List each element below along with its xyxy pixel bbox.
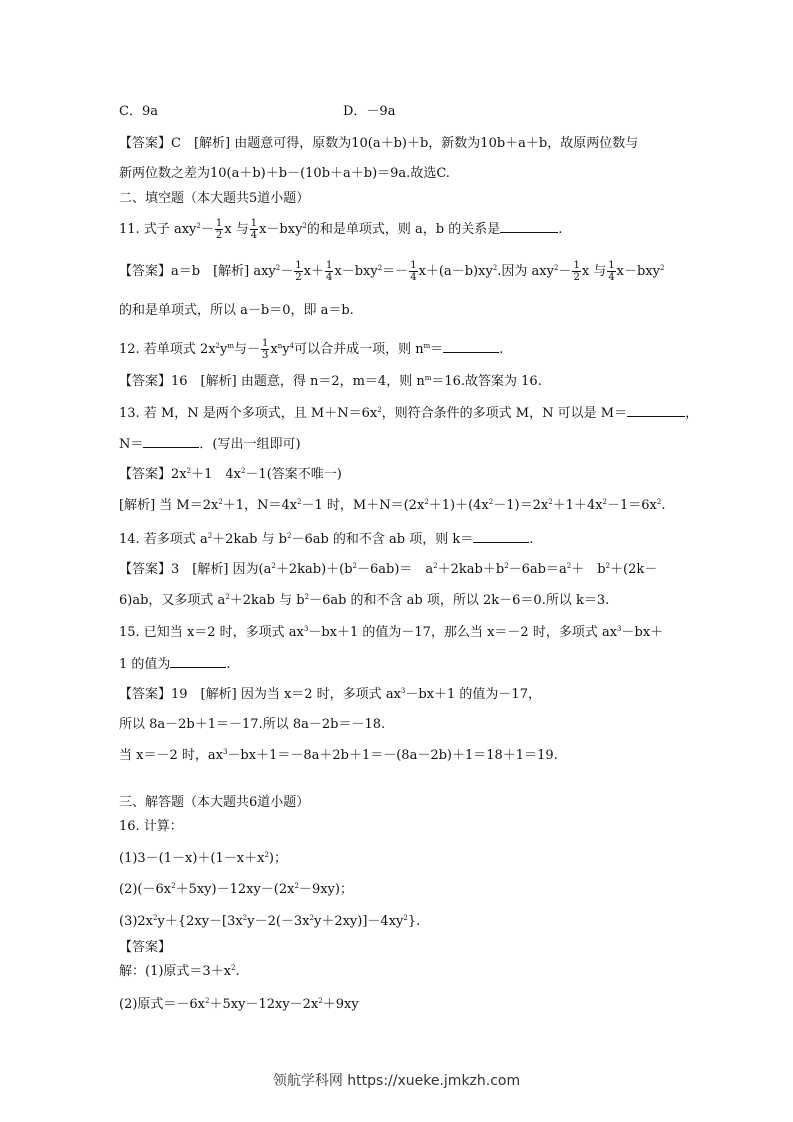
superscript: 2 xyxy=(660,264,665,272)
fraction xyxy=(250,218,258,241)
text: －6ab)＝ a xyxy=(357,562,434,577)
fraction-numerator: 1 xyxy=(608,260,615,271)
superscript: 2 xyxy=(297,498,302,506)
page-footer-link: 领航学科网 https://xueke.jmkzh.com xyxy=(272,1073,521,1089)
q12-answer xyxy=(119,373,542,391)
text: －6ab 的和不含 ab 项，所以 2k－6＝0.所以 k＝3. xyxy=(309,593,610,608)
superscript: 2 xyxy=(566,562,572,570)
text: x＋(a－b)xy xyxy=(418,264,493,279)
section2-title: 二、填空题（本大题共5道小题） xyxy=(119,191,310,206)
question-16-title: 16. 计算： xyxy=(119,819,183,834)
text: －1＝6x xyxy=(607,498,657,513)
superscript: 2 xyxy=(309,914,314,922)
text: . xyxy=(529,532,534,547)
superscript: 2 xyxy=(377,264,383,272)
text: x 与 xyxy=(581,264,607,279)
question-14 xyxy=(119,530,533,549)
text: . xyxy=(226,657,231,672)
fraction-denominator: 4 xyxy=(325,272,333,283)
text: . xyxy=(499,342,504,357)
text: 解：(1)原式＝3＋x xyxy=(119,964,232,979)
text: 14. 若多项式 a xyxy=(119,532,208,547)
text: 当 x＝－2 时，ax xyxy=(119,748,223,763)
text: － xyxy=(200,222,214,237)
superscript: 2 xyxy=(602,498,608,506)
text: x－bxy xyxy=(616,264,661,279)
superscript: 2 xyxy=(186,467,192,475)
text: 1 的值为 xyxy=(119,657,171,672)
superscript: 2 xyxy=(504,562,509,570)
text: 的和是单项式，则 a，b 的关系是 xyxy=(306,222,501,237)
text: x＋ xyxy=(303,264,324,279)
text: ，则符合条件的多项式 M，N 可以是 M＝ xyxy=(381,406,628,421)
text: －bx＋1 的值为－17，那么当 x＝－2 时，多项式 ax xyxy=(308,625,618,640)
q10-answer-line2: 新两位数之差为10(a＋b)＋b－(10b＋a＋b)＝9a.故选C. xyxy=(119,166,450,181)
text: ＋2kab)＋(b xyxy=(275,562,353,577)
text: 【答案】3 [解析] 因为(a xyxy=(119,562,272,577)
text: y＋{2xy－[3x xyxy=(157,914,243,929)
fraction-numerator: 1 xyxy=(295,260,302,271)
fraction-numerator: 1 xyxy=(262,338,269,349)
option-c: C．9a xyxy=(119,104,158,119)
superscript: 2 xyxy=(304,593,310,601)
superscript: 2 xyxy=(403,914,408,922)
superscript: 3 xyxy=(400,687,406,695)
superscript: 2 xyxy=(433,562,438,570)
text: ＋1 4x xyxy=(191,467,241,482)
superscript: 3 xyxy=(303,625,309,633)
question-16-item-2 xyxy=(119,881,353,899)
q16-answer-line2 xyxy=(119,996,359,1014)
text: )； xyxy=(268,851,287,866)
text: [解析] 当 M＝2x xyxy=(119,498,219,513)
text: ＋(2k－ xyxy=(610,562,658,577)
fraction-numerator: 1 xyxy=(325,260,333,271)
text: (2)原式＝－6x xyxy=(119,997,206,1012)
text: － xyxy=(280,264,294,279)
text: (1)3－(1－x)＋(1－x＋x xyxy=(119,851,265,866)
fraction-numerator: 1 xyxy=(215,218,223,229)
superscript: 2 xyxy=(242,914,248,922)
superscript: 2 xyxy=(302,222,307,230)
superscript: 4 xyxy=(289,342,295,350)
text: y－2(－3x xyxy=(247,914,310,929)
text: y xyxy=(282,342,290,357)
answer-blank-m xyxy=(627,404,685,417)
options-row xyxy=(119,103,396,121)
text: － xyxy=(558,264,572,279)
text: 【答案】2x xyxy=(119,467,187,482)
text: ＋2kab 与 b xyxy=(229,593,305,608)
fraction-denominator: 4 xyxy=(608,272,615,283)
text: ＋1＋4x xyxy=(552,498,603,513)
superscript: 2 xyxy=(553,264,559,272)
text: ＋1，N＝4x xyxy=(222,498,298,513)
fraction-denominator: 2 xyxy=(573,272,580,283)
superscript: 2 xyxy=(488,498,494,506)
text: (2)(－6x xyxy=(119,882,172,897)
q16-answer-line1 xyxy=(119,963,240,981)
text: ＋1)＋(4x xyxy=(428,498,489,513)
q10-answer-line1: 【答案】C [解析] 由题意可得，原数为10(a＋b)＋b，新数为10b＋a＋b，故原两位数与 xyxy=(119,136,639,151)
fraction xyxy=(572,260,580,283)
text: ＝16.故答案为 16. xyxy=(431,374,542,389)
text: ， xyxy=(685,406,699,421)
text: . xyxy=(235,964,240,979)
fraction xyxy=(325,260,333,283)
text: 6)ab，又多项式 a xyxy=(119,593,226,608)
superscript: 2 xyxy=(225,593,230,601)
q13-answer-line2 xyxy=(119,497,666,515)
superscript: 2 xyxy=(377,406,382,414)
text: ＋9xy xyxy=(322,997,359,1012)
superscript: 2 xyxy=(207,532,213,540)
fraction xyxy=(294,260,302,283)
superscript: 3 xyxy=(222,748,228,756)
question-15-line1 xyxy=(119,624,663,642)
superscript: 2 xyxy=(548,498,553,506)
text: 可以合并成一项，则 n xyxy=(294,342,424,357)
q11-answer-line1 xyxy=(119,260,664,283)
answer-blank xyxy=(473,530,529,543)
answer-blank xyxy=(170,655,226,668)
superscript: 2 xyxy=(205,997,210,1005)
text: y＋2xy)]－4xy xyxy=(313,914,404,929)
fraction xyxy=(261,338,269,361)
text: 【答案】19 [解析] 因为当 x＝2 时，多项式 ax xyxy=(119,687,401,702)
section3-title: 三、解答题（本大题共6道小题） xyxy=(119,795,310,810)
question-15-line2 xyxy=(119,655,231,674)
q15-answer-line1 xyxy=(119,686,541,704)
answer-blank xyxy=(443,340,499,353)
superscript: 2 xyxy=(424,498,429,506)
text: －bx＋ xyxy=(621,625,664,640)
q15-answer-line2: 所以 8a－2b＋1＝－17.所以 8a－2b＝－18. xyxy=(119,717,386,732)
text: 11. 式子 axy xyxy=(119,222,197,237)
text: N＝ xyxy=(119,437,144,452)
text: (3)2x xyxy=(119,914,154,929)
text: ．(写出一组即可) xyxy=(199,437,301,452)
superscript: 2 xyxy=(492,264,498,272)
text: x 与 xyxy=(224,222,249,237)
text: ＋5xy－12xy－2x xyxy=(209,997,319,1012)
q13-answer-line1 xyxy=(119,466,342,484)
text: ＋ b xyxy=(571,562,606,577)
q14-answer-line1 xyxy=(119,561,657,579)
superscript: m xyxy=(424,374,432,382)
text: －6ab＝a xyxy=(508,562,567,577)
superscript: 2 xyxy=(171,882,176,890)
text: 与－ xyxy=(234,342,261,357)
q11-answer-line2: 的和是单项式，所以 a－b＝0，即 a＝b. xyxy=(119,303,354,318)
fraction-numerator: 1 xyxy=(573,260,580,271)
text: . xyxy=(661,498,666,513)
text: －1 时，M＋N＝(2x xyxy=(301,498,425,513)
text: x xyxy=(270,342,278,357)
text: ＋2kab 与 b xyxy=(212,532,287,547)
fraction-numerator: 1 xyxy=(410,260,417,271)
text: －1(答案不唯一) xyxy=(245,467,342,482)
superscript: 2 xyxy=(196,222,201,230)
question-11 xyxy=(119,218,562,241)
superscript: 2 xyxy=(231,964,236,972)
superscript: 2 xyxy=(286,532,292,540)
text: . xyxy=(558,222,563,237)
superscript: m xyxy=(423,342,431,350)
superscript: 2 xyxy=(318,997,323,1005)
text: －bx＋1＝－8a＋2b＋1＝－(8a－2b)＋1＝18＋1＝19. xyxy=(227,748,558,763)
superscript: 2 xyxy=(240,467,246,475)
fraction-denominator: 4 xyxy=(410,272,417,283)
superscript: 2 xyxy=(656,498,662,506)
superscript: 2 xyxy=(294,882,299,890)
superscript: 3 xyxy=(617,625,622,633)
question-16-item-1 xyxy=(119,850,287,868)
text: x－bxy xyxy=(259,222,303,237)
q14-answer-line2 xyxy=(119,592,609,610)
text: 15. 已知当 x＝2 时，多项式 ax xyxy=(119,625,304,640)
superscript: 2 xyxy=(215,342,221,350)
superscript: 2 xyxy=(275,264,281,272)
superscript: 2 xyxy=(605,562,611,570)
text: 12. 若单项式 2x xyxy=(119,342,216,357)
text: －bx＋1 的值为－17， xyxy=(405,687,541,702)
fraction xyxy=(215,218,223,241)
q16-answer-label: 【答案】 xyxy=(119,940,172,955)
text: －6ab 的和不含 ab 项，则 k＝ xyxy=(291,532,474,547)
text: x－bxy xyxy=(334,264,378,279)
text: 13. 若 M，N 是两个多项式，且 M＋N＝6x xyxy=(119,406,378,421)
superscript: 2 xyxy=(264,851,269,859)
superscript: n xyxy=(277,342,283,350)
superscript: 2 xyxy=(153,914,158,922)
question-13-line2 xyxy=(119,435,301,454)
option-d: D．－9a xyxy=(343,104,396,119)
text: ＋5xy)－12xy－(2x xyxy=(175,882,295,897)
text: }. xyxy=(407,914,421,929)
fraction-denominator: 2 xyxy=(295,272,302,283)
text: ＝－ xyxy=(382,264,409,279)
superscript: 2 xyxy=(352,562,357,570)
q15-answer-line3 xyxy=(119,747,558,765)
question-16-item-3 xyxy=(119,913,420,931)
text: －9xy)； xyxy=(298,882,353,897)
text: 【答案】a＝b [解析] axy xyxy=(119,264,276,279)
fraction-numerator: 1 xyxy=(250,218,258,229)
superscript: m xyxy=(227,342,235,350)
fraction xyxy=(607,260,615,283)
answer-blank-n xyxy=(143,435,199,448)
fraction-denominator: 4 xyxy=(250,230,258,241)
text: ＋2kab＋b xyxy=(437,562,505,577)
fraction-denominator: 3 xyxy=(262,350,269,361)
superscript: 2 xyxy=(218,498,223,506)
question-13-line1 xyxy=(119,404,698,423)
text: 【答案】16 [解析] 由题意，得 n＝2，m＝4，则 n xyxy=(119,374,425,389)
text: －1)＝2x xyxy=(493,498,549,513)
text: ＝ xyxy=(430,342,444,357)
text: y xyxy=(220,342,228,357)
fraction xyxy=(409,260,417,283)
question-12 xyxy=(119,338,503,361)
superscript: 2 xyxy=(271,562,276,570)
answer-blank xyxy=(500,220,558,233)
fraction-denominator: 2 xyxy=(215,230,223,241)
text: .因为 axy xyxy=(497,264,554,279)
